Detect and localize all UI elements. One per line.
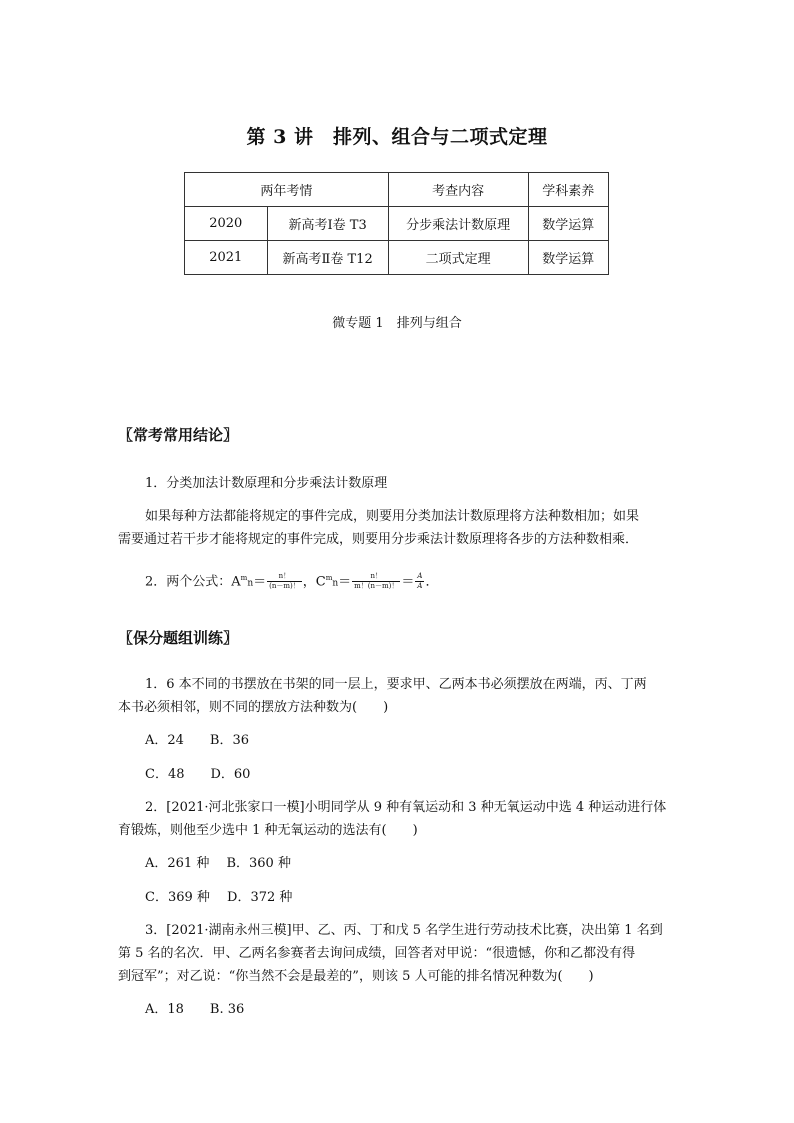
- question-text: 第 5 名的名次．甲、乙两名参赛者去询问成绩，回答者对甲说：“很遗憾，你和乙都没有得: [118, 946, 636, 961]
- formula-sub: n: [332, 578, 339, 589]
- table-cell: 2021: [185, 241, 268, 275]
- page-title: 第 3 讲 排列、组合与二项式定理: [246, 126, 548, 148]
- fraction-numerator: n！: [267, 572, 302, 582]
- table-cell: 分步乘法计数原理: [388, 207, 528, 241]
- formula-eq: ＝: [338, 574, 352, 590]
- formula-sup: m: [325, 574, 333, 582]
- table-header-row: [185, 173, 609, 207]
- conclusion-item: 1．分类加法计数原理和分步乘法计数原理: [145, 476, 388, 491]
- question-options: A．261 种 B．360 种: [145, 856, 291, 871]
- subtopic-title: 微专题 1 排列与组合: [332, 316, 462, 331]
- fraction-numerator: A: [417, 572, 423, 581]
- formula-sep: ，: [302, 574, 316, 590]
- fraction-denominator: (n－m)！: [269, 582, 300, 591]
- formula-symbol: C: [315, 574, 326, 590]
- question-text: 1．6 本不同的书摆放在书架的同一层上，要求甲、乙两本书必须摆放在两端，丙、丁两: [145, 677, 647, 692]
- section-heading: 〖常考常用结论〗: [118, 426, 239, 444]
- table-cell: 二项式定理: [388, 241, 528, 275]
- formula-eq: ＝: [401, 574, 415, 590]
- fraction: [267, 572, 302, 591]
- formula-line: [145, 567, 439, 595]
- table-cell: 新高考Ⅰ卷 T3: [267, 207, 388, 241]
- table-header-cell: 两年考情: [185, 173, 389, 207]
- formula-label: 2．两个公式：: [145, 574, 232, 590]
- table-cell: 新高考Ⅱ卷 T12: [267, 241, 388, 275]
- formula-sup: m: [240, 574, 248, 582]
- table-row: [185, 207, 609, 241]
- question-options: C．48 D．60: [145, 767, 251, 782]
- question-text: 本书必须相邻，则不同的摆放方法种数为( ): [118, 700, 389, 715]
- question-text: 育锻炼，则他至少选中 1 种无氧运动的选法有( ): [118, 823, 418, 838]
- fraction: [352, 572, 400, 591]
- fraction-denominator: m！(n－m)！: [354, 582, 399, 591]
- table-row: [185, 241, 609, 275]
- table-cell: 数学运算: [528, 241, 608, 275]
- table-cell: 数学运算: [528, 207, 608, 241]
- section-heading: 〖保分题组训练〗: [118, 629, 239, 647]
- question-options: A．18 B. 36: [145, 1002, 245, 1017]
- formula-eq: ＝: [253, 574, 267, 590]
- conclusion-text: 如果每种方法都能将规定的事件完成，则要用分类加法计数原理将方法种数相加；如果: [145, 509, 640, 524]
- table-cell: 2020: [185, 207, 268, 241]
- fraction: [415, 572, 424, 591]
- question-text: 2．[2021·河北张家口一模]小明同学从 9 种有氧运动和 3 种无氧运动中选 4 种运动进行体: [145, 800, 667, 815]
- formula-sub: n: [247, 578, 254, 589]
- question-text: 3．[2021·湖南永州三模]甲、乙、丙、丁和戊 5 名学生进行劳动技术比赛，决出第 1 名到: [145, 923, 663, 938]
- fraction-numerator: n！: [352, 572, 400, 582]
- table-header-cell: 学科素养: [528, 173, 608, 207]
- formula-end: ．: [425, 574, 439, 590]
- exam-info-table: [184, 172, 609, 275]
- fraction-denominator: A: [417, 582, 423, 591]
- question-text: 到冠军”；对乙说：“你当然不会是最差的”，则该 5 人可能的排名情况种数为( ): [118, 969, 594, 984]
- table-header-cell: 考查内容: [388, 173, 528, 207]
- question-options: A．24 B．36: [145, 733, 250, 748]
- conclusion-text: 需要通过若干步才能将规定的事件完成，则要用分步乘法计数原理将各步的方法种数相乘．: [118, 532, 639, 547]
- question-options: C．369 种 D．372 种: [145, 890, 293, 905]
- formula-symbol: A: [231, 574, 241, 590]
